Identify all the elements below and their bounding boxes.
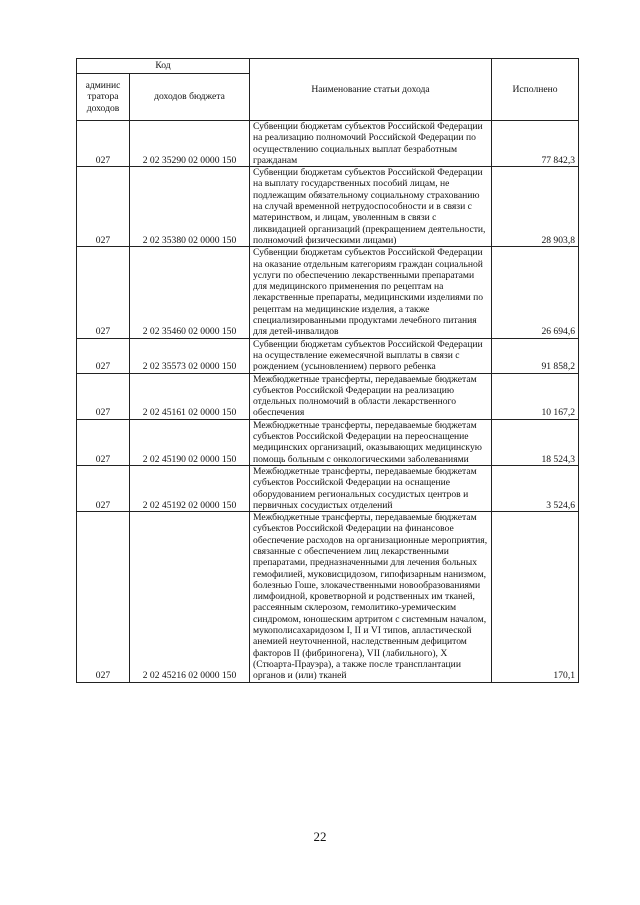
admin-code: 027 [77, 338, 130, 373]
admin-code: 027 [77, 373, 130, 419]
executed-amount: 10 167,2 [492, 373, 579, 419]
revenue-table [76, 58, 579, 683]
admin-code: 027 [77, 247, 130, 338]
income-code: 2 02 35380 02 0000 150 [130, 167, 250, 247]
income-name: Субвенции бюджетам субъектов Российской Федерации на выплату государственных пособий лицам, не подлежащим обязательному социальному страхованию на случай временной нетрудоспособности и в связи с материнством, и лицам, уволенным в связи с ликвидацией организаций (прекращением деятельности, полномочий физическими лицами) [250, 167, 492, 247]
admin-code: 027 [77, 419, 130, 465]
admin-code: 027 [77, 167, 130, 247]
income-code: 2 02 35460 02 0000 150 [130, 247, 250, 338]
executed-amount: 28 903,8 [492, 167, 579, 247]
income-name: Межбюджетные трансферты, передаваемые бюджетам субъектов Российской Федерации на реализацию отдельных полномочий в области лекарственного обеспечения [250, 373, 492, 419]
executed-amount: 77 842,3 [492, 121, 579, 167]
executed-amount: 170,1 [492, 512, 579, 682]
income-code: 2 02 35573 02 0000 150 [130, 338, 250, 373]
income-code: 2 02 35290 02 0000 150 [130, 121, 250, 167]
table-row [77, 167, 579, 247]
executed-amount: 18 524,3 [492, 419, 579, 465]
page-number: 22 [313, 829, 327, 844]
executed-amount: 3 524,6 [492, 465, 579, 511]
header-executed: Исполнено [492, 59, 579, 121]
admin-code: 027 [77, 121, 130, 167]
income-name: Субвенции бюджетам субъектов Российской Федерации на оказание отдельным категориям граждан социальной услуги по обеспечению лекарственными препаратами для медицинского применения по рецептам на лекарственные препараты, медицинскими изделиями по рецептам на медицинские изделия, а также специализированными продуктами лечебного питания для детей-инвалидов [250, 247, 492, 338]
header-row [77, 59, 579, 74]
table-row [77, 121, 579, 167]
income-code: 2 02 45190 02 0000 150 [130, 419, 250, 465]
executed-amount: 26 694,6 [492, 247, 579, 338]
income-name: Субвенции бюджетам субъектов Российской Федерации на реализацию полномочий Российской Федерации по осуществлению социальных выплат безработным гражданам [250, 121, 492, 167]
admin-code: 027 [77, 512, 130, 682]
table-row [77, 373, 579, 419]
header-name: Наименование статьи дохода [250, 59, 492, 121]
income-name: Межбюджетные трансферты, передаваемые бюджетам субъектов Российской Федерации на финансовое обеспечение расходов на организационные мероприятия, связанные с обеспечением лиц лекарственными препаратами, предназначенными для лечения больных гемофилией, муковисцидозом, гипофизарным нанизмом, болезнью Гоше, злокачественными новообразованиями лимфоидной, кроветворной и родственных им тканей, рассеянным склерозом, гемолитико-уремическим синдромом, юношеским артритом с системным началом, мукополисахаридозом I, II и VI типов, апластической анемией неуточненной, наследственным дефицитом факторов II (фибриногена), VII (лабильного), X (Стюарта-Прауэра), а также после трансплантации органов и (или) тканей [250, 512, 492, 682]
header-code: Код [77, 59, 250, 74]
admin-code: 027 [77, 465, 130, 511]
income-code: 2 02 45216 02 0000 150 [130, 512, 250, 682]
income-name: Субвенции бюджетам субъектов Российской Федерации на осуществление ежемесячной выплаты в связи с рождением (усыновлением) первого ребенка [250, 338, 492, 373]
table-row [77, 465, 579, 511]
table-row [77, 419, 579, 465]
table-row [77, 247, 579, 338]
executed-amount: 91 858,2 [492, 338, 579, 373]
income-name: Межбюджетные трансферты, передаваемые бюджетам субъектов Российской Федерации на оснащение оборудованием региональных сосудистых центров и первичных сосудистых отделений [250, 465, 492, 511]
table-row [77, 338, 579, 373]
table-row [77, 512, 579, 682]
header-income-code: доходов бюджета [130, 74, 250, 121]
income-code: 2 02 45161 02 0000 150 [130, 373, 250, 419]
income-name: Межбюджетные трансферты, передаваемые бюджетам субъектов Российской Федерации на переоснащение медицинских организаций, оказывающих медицинскую помощь больным с онкологическими заболеваниями [250, 419, 492, 465]
income-code: 2 02 45192 02 0000 150 [130, 465, 250, 511]
header-admin: админис тратора доходов [77, 74, 130, 121]
